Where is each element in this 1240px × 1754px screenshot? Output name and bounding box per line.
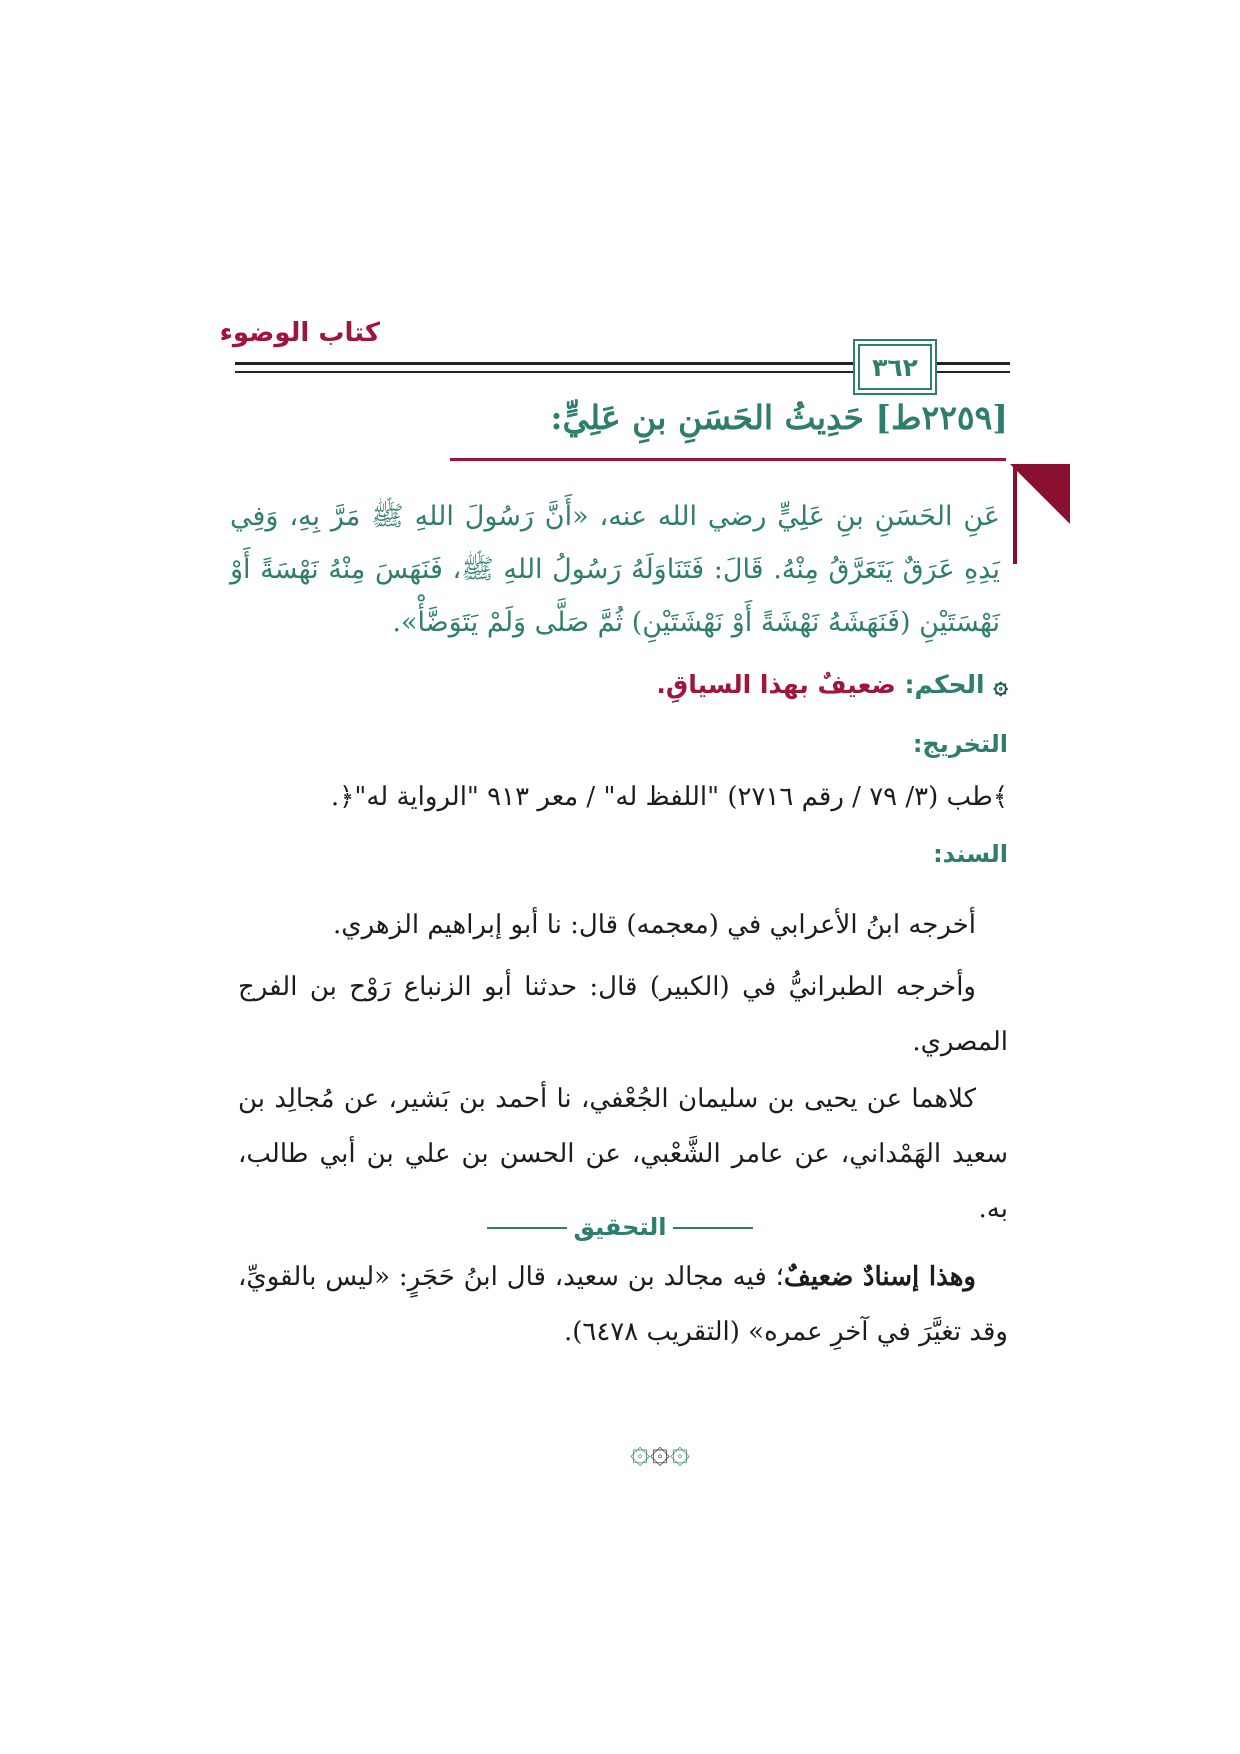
heading-underline [450, 458, 1006, 461]
tahqiq-bold-lead: وهذا إسنادٌ ضعيفٌ [783, 1262, 976, 1292]
tahqiq-label: التحقيق [573, 1213, 667, 1241]
takhrij-label: التخريج: [912, 730, 1008, 758]
sanad-paragraph-1: أخرجه ابنُ الأعرابي في (معجمه) قال: نا أبو إبراهيم الزهري. [332, 910, 976, 940]
divider-line [487, 1227, 567, 1229]
flower-ornament-icon: ۞ [650, 1431, 670, 1471]
hadith-heading: [٢٢٥٩ط] حَدِيثُ الحَسَنِ بنِ عَلِيٍّ: [550, 398, 1008, 437]
sanad-label: السند: [933, 840, 1008, 868]
ruling-line [238, 670, 1008, 699]
running-title: كتاب الوضوء [219, 318, 380, 348]
tahqiq-paragraph [238, 1250, 1008, 1360]
matn-side-bar [1013, 464, 1017, 564]
end-ornaments [580, 1430, 740, 1471]
tahqiq-text: ؛ فيه مجالد بن سعيد، قال ابنُ حَجَرٍ: «ليس بالقويِّ، وقد تغيَّرَ في آخرِ عمره» (التقريب ٦٤٧٨). [238, 1262, 1008, 1347]
takhrij-line: ﴾طب (٣/ ٧٩ / رقم ٢٧١٦) "اللفظ له" / معر ٩١٣ "الرواية له"﴿. [330, 782, 1008, 812]
ruling-label: الحكم: [904, 670, 985, 699]
sanad-paragraph-3: كلاهما عن يحيى بن سليمان الجُعْفي، نا أحمد بن بَشير، عن مُجالِد بن سعيد الهَمْداني، عن عامر الشَّعْبي، عن الحسن بن علي بن أبي طالب، به. [238, 1084, 1008, 1224]
flower-ornament-icon: ۞ [630, 1431, 651, 1471]
ruling-star-icon: ۞ [993, 670, 1008, 699]
flower-ornament-icon: ۞ [669, 1431, 690, 1471]
corner-ornament [1010, 464, 1070, 524]
sanad-paragraph-2: وأخرجه الطبرانيُّ في (الكبير) قال: حدثنا أبو الزنباع رَوْح بن الفرج المصري. [238, 972, 1008, 1057]
ruling-value: ضعيفٌ بهذا السياقِ. [656, 670, 896, 699]
page-number: ٣٦٢ [858, 344, 932, 390]
hadith-matn: عَنِ الحَسَنِ بنِ عَلِيٍّ رضي الله عنه، «أَنَّ رَسُولَ اللهِ ﷺ مَرَّ بِهِ، وَفِي يَدِهِ عَرَقٌ يَتَعَرَّقُ مِنْهُ. قَالَ: فَتَنَاوَلَهُ رَسُولُ اللهِ ﷺ، فَنَهَسَ مِنْهُ نَهْسَةً أَوْ نَهْسَتَيْنِ (فَنَهَشَهُ نَهْشَةً أَوْ نَهْشَتَيْنِ) ثُمَّ صَلَّى وَلَمْ يَتَوَضَّأْ». [230, 501, 1000, 638]
tahqiq-divider [420, 1213, 820, 1241]
divider-line [673, 1227, 753, 1229]
